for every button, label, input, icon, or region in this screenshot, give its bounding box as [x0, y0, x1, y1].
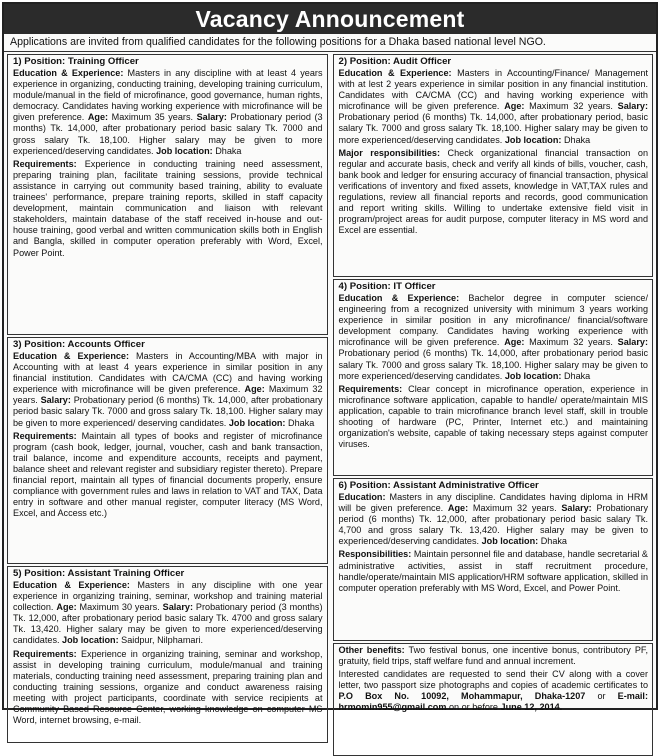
- label: Salary:: [617, 101, 648, 112]
- label: Job location:: [62, 635, 119, 646]
- label: Education & Experience:: [338, 293, 460, 303]
- postal-address: P.O Box No. 10092, Mohammapur, Dhaka-1207: [338, 691, 586, 702]
- label: Requirements:: [13, 430, 77, 441]
- value: Masters in any discipline with at least 4 years experience in organizing, conducting training, developing training curriculum, module/manual in the field of microfinance, good governance, human rights, democracy. Candidates having working experience with microfinance will be given preference.: [13, 68, 323, 123]
- value: Probationary period (6 months) Tk. 14,000, after probationary period basic salary Tk. 7000 and gross salary Tk. 18,100. Higher salary may be given to more experienced/deserving candidates.: [338, 348, 648, 381]
- value: Experience in conducting training need assessment, preparing training plan, facilitate training sessions, provide technical assistance in carrying out community based training, ability to evaluate trainees' performance, prepare training reports, skilled in staff capacity development, maintain communication and liaison with relevant stakeholders, maintain database of the staff received in-house and out-house training, good verbal and written communication skills both in English and Bangla, skilled in computer operation preferably with Word, Excel, Power Point.: [13, 158, 323, 258]
- label: Job location:: [481, 536, 539, 547]
- value: Maximum 32 years.: [529, 101, 613, 112]
- position-title: 5) Position: Assistant Training Officer: [13, 568, 185, 579]
- apply-text: on or before: [448, 702, 498, 713]
- value: Saidpur, Nilphamari.: [121, 635, 204, 646]
- right-column: [333, 52, 654, 756]
- label: Age:: [504, 337, 525, 348]
- value: Maintain all types of books and register of microfinance program (cash book, ledger, journal, voucher, cash and bank transaction, trail balance, income and expenditure accounts, receipts and payment, balance sheet and relevant register and subsidiary register thereto). Prepare financial report, maintain all types of financial documents properly, ensure compliance with government rules and laws in relation to VAT and TAX, Data entry in software and other manual register, computer literacy (MS Word, Excel, and Access etc.): [13, 430, 323, 519]
- position-box: [333, 478, 654, 641]
- value: Two festival bonus, one incentive bonus, contributory PF, gratuity, field trips, staff welfare fund and annual increment.: [338, 645, 648, 667]
- value: Probationary period (6 months) Tk. 12,000, after probationary period basic salary Tk. 4,700 and gross salary Tk. 13,420. Higher salary may be given to experienced/deserving candidates.: [338, 503, 648, 547]
- label: Education:: [338, 492, 386, 502]
- position-box: [7, 337, 328, 564]
- benefits-box: [333, 643, 654, 756]
- value: Probationary period (6 months) Tk. 14,000, after probationary period, basic salary Tk. 7000 and gross salary Tk. 18,100. Higher salary may be given to more experienced/deserving candidates.: [338, 112, 648, 145]
- label: Responsibilities:: [338, 549, 412, 560]
- position-requirements: [13, 159, 323, 259]
- position-box: [7, 54, 328, 335]
- value: Maximum 35 years.: [111, 112, 194, 123]
- position-requirements: [339, 148, 649, 237]
- value: Dhaka: [540, 536, 567, 547]
- label: Age:: [87, 112, 109, 123]
- label: Salary:: [40, 395, 71, 406]
- positions-columns: [4, 52, 656, 756]
- position-title: 6) Position: Assistant Administrative Officer: [338, 480, 539, 491]
- position-details: [339, 492, 649, 547]
- label: Job location:: [504, 134, 562, 145]
- position-details: [13, 351, 323, 429]
- label: Education & Experience:: [13, 351, 130, 361]
- position-box: [7, 566, 328, 743]
- label: Requirements:: [338, 383, 403, 394]
- label: Job location:: [156, 145, 213, 156]
- position-requirements: [13, 431, 323, 520]
- application-instructions: [339, 669, 649, 713]
- value: Masters in any discipline with one year experience in organizing training, seminar, workshop and training material collection.: [13, 580, 323, 613]
- position-box: [333, 54, 654, 277]
- email-address: hrmomin955@gmail.com: [338, 702, 447, 713]
- value: Maximum 32 years.: [529, 337, 613, 348]
- advertisement: [2, 2, 658, 726]
- page-title: Vacancy Announcement: [4, 4, 656, 34]
- position-details: [13, 68, 323, 157]
- value: Dhaka: [563, 370, 591, 381]
- label: Age:: [504, 101, 525, 112]
- value: Dhaka: [288, 417, 315, 428]
- value: Masters in any discipline. Candidates having diploma in HRM will be given preference.: [338, 492, 648, 514]
- deadline: June 12, 2014.: [500, 702, 563, 713]
- left-column: [7, 52, 328, 756]
- value: Bachelor degree in computer science/ engineering from a recognized university with minimum 3 years working experience in similar position in any microfinance/ financial/software development company. Candidates having working experience with microfinance will be given preference.: [338, 293, 648, 348]
- value: Check organizational financial transaction on regular and accurate basis, check and verify all kinds of bills, voucher, cash, bank book and ledger for ensuring accuracy of financial transaction, physical verifications of inventory and fixed assets, knowledge in VAT,TAX rules and regulations, review all financial reports and records, good communication and report writing skills. Willing to undertake extensive field visit in program/project areas for audit purpose, computer literacy in MS word and Excel are essential.: [338, 147, 649, 236]
- label: Age:: [244, 384, 265, 395]
- value: Maximum 32 years.: [13, 384, 323, 406]
- apply-text: Interested candidates are requested to send their CV along with a cover letter, two passport size photographs and copies of academic certificates to: [338, 669, 648, 691]
- label: Education & Experience:: [13, 580, 130, 590]
- position-requirements: [13, 649, 323, 727]
- position-title: 2) Position: Audit Officer: [338, 56, 452, 67]
- label: Education & Experience:: [338, 68, 452, 78]
- value: Dhaka: [563, 134, 591, 145]
- position-requirements: [339, 549, 649, 593]
- position-details: [339, 68, 649, 146]
- intro-text: Applications are invited from qualified candidates for the following positions for a Dhaka based national level NGO.: [4, 34, 656, 52]
- value: Probationary period (3 months) Tk. 12,000, after probationary period basic salary Tk. 4700 and gross salary Tk. 13,420. Higher salary may be given to more experienced/deserving candidates.: [13, 602, 323, 646]
- label: Education & Experience:: [13, 68, 124, 78]
- value: Dhaka: [215, 145, 242, 156]
- other-benefits: [339, 645, 649, 667]
- value: Masters in Accounting/MBA with major in Accounting with at least 4 years experience in similar position in any financial institution. Candidates with CA/CMA (CC) and having working experience with microfinance will be given preference.: [13, 351, 323, 395]
- value: Maintain personnel file and database, handle secretarial & administrative activities, assist in staff recruitment procedure, handle/operate/maintain MIS application/HRM software application, skilled in computer operation preferably with MS Word, Excel, and Power Point.: [338, 549, 648, 593]
- label: Major responsibilities:: [338, 147, 441, 158]
- value: Masters in Accounting/Finance/ Management with at lest 2 years experience in similar position in any financial institution. Candidates with CA/CMA (CC) and having working experience with microfinance will be given preference.: [338, 68, 649, 112]
- label: Salary:: [196, 112, 227, 123]
- label: Age:: [447, 503, 469, 514]
- value: Maximum 32 years.: [472, 503, 557, 514]
- position-title: 1) Position: Training Officer: [13, 56, 139, 67]
- value: Probationary period (6 months) Tk. 14,000, after probationary period basic salary Tk. 7000 and gross salary Tk. 18,100. Higher salary may be given to more experienced/ deserving candidates.: [13, 395, 323, 428]
- label: Age:: [56, 602, 77, 613]
- apply-text: or: [597, 691, 606, 702]
- label: Job location:: [504, 370, 562, 381]
- position-box: [333, 279, 654, 476]
- label: Salary:: [617, 337, 648, 348]
- position-title: 3) Position: Accounts Officer: [13, 339, 145, 350]
- label: E-mail:: [617, 691, 648, 702]
- value: Maximum 30 years.: [79, 602, 160, 613]
- position-requirements: [339, 384, 649, 451]
- label: Requirements:: [13, 648, 77, 659]
- label: Other benefits:: [338, 645, 405, 655]
- label: Job location:: [228, 417, 286, 428]
- label: Requirements:: [13, 158, 77, 169]
- value: Probationary period (3 months) Tk. 14,000, after probationary period basic salary Tk. 7000 and gross salary Tk. 18,100. Higher salary may be given to more experienced/deserving candidates.: [13, 112, 323, 156]
- position-details: [339, 293, 649, 382]
- label: Salary:: [162, 602, 193, 613]
- value: Experience in organizing training, seminar and workshop, assist in developing training curriculum, module/manual and training materials, conducting training need assessment, preparing training plan and conducting training sessions, organize and conduct awareness raising meeting with project participants, coordinate with service recipients at Community Based Resource Center, working knowledge on computer MS Word, internet browsing, e-mail.: [13, 648, 323, 726]
- position-details: [13, 580, 323, 647]
- value: Clear concept in microfinance operation, experience in microfinance software application, capable to handle/ operate/maintain MIS application, capable to train microfinance branch level staff, skill in trouble shooting of hardware (PC, Printer, Internet etc.) and maintaining organization's website, capable of taking necessary steps against computer viruses.: [338, 383, 648, 450]
- position-title: 4) Position: IT Officer: [338, 281, 436, 292]
- label: Salary:: [561, 503, 592, 514]
